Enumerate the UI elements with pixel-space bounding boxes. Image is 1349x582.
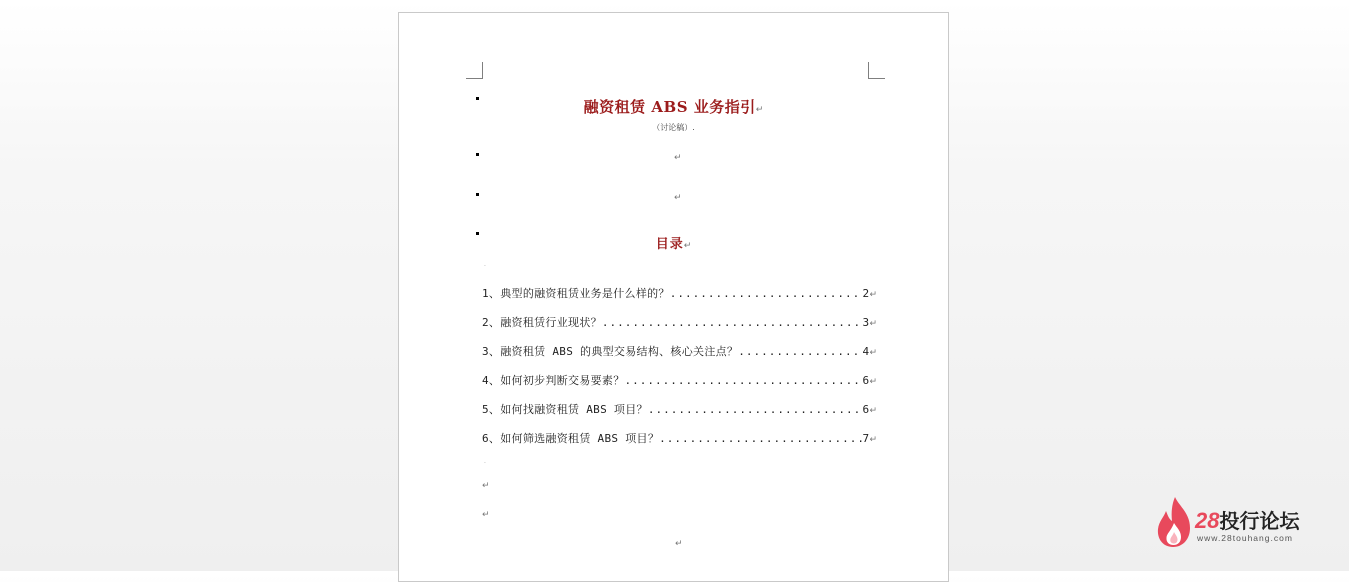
crop-mark-top-right	[868, 62, 885, 79]
toc-entry-page: 4	[862, 345, 870, 358]
toc-entry[interactable]	[482, 401, 877, 430]
toc-entry[interactable]	[482, 314, 877, 343]
logo-number: 28	[1195, 508, 1220, 533]
paragraph-mark: ↵	[674, 153, 682, 163]
toc-entry[interactable]	[482, 372, 877, 401]
toc-entry[interactable]	[482, 285, 877, 314]
toc-entry-title: 5、如何找融资租赁 ABS 项目？	[482, 403, 648, 416]
toc-entry-page: 2	[862, 287, 870, 300]
paragraph-mark: ↵	[674, 193, 682, 203]
document-subtitle	[399, 122, 948, 133]
toc-entry-page: 6	[862, 374, 870, 387]
paragraph-mark: ↵	[869, 435, 877, 445]
paragraph-mark: ↵	[482, 510, 490, 520]
toc-leader-dots	[670, 287, 862, 300]
outline-bullet	[476, 193, 479, 196]
paragraph-mark: ↵	[869, 377, 877, 387]
flame-icon	[1155, 496, 1193, 548]
toc-entry-page: 7	[862, 432, 870, 445]
toc-heading-text: 目录	[655, 237, 684, 252]
paragraph-mark: ↵	[683, 241, 692, 251]
anchor-mark: .	[484, 458, 486, 465]
document-page	[398, 12, 949, 582]
toc-leader-dots	[738, 345, 861, 358]
anchor-mark: .	[484, 261, 486, 268]
toc-heading	[399, 233, 948, 252]
toc-entry[interactable]	[482, 343, 877, 372]
toc-entry-title: 4、如何初步判断交易要素？	[482, 374, 625, 387]
paragraph-mark: ↵	[869, 406, 877, 416]
toc-leader-dots	[648, 403, 862, 416]
document-title	[399, 96, 948, 117]
paragraph-mark: ↵	[675, 539, 683, 549]
toc-entry-page: 6	[862, 403, 870, 416]
paragraph-mark: ↵	[482, 481, 490, 491]
toc-entry-title: 6、如何筛选融资租赁 ABS 项目？	[482, 432, 660, 445]
toc-list	[482, 285, 877, 459]
toc-entry-title: 1、典型的融资租赁业务是什么样的？	[482, 287, 670, 300]
anchor-mark: .	[692, 123, 695, 132]
paragraph-mark: ↵	[755, 105, 764, 115]
paragraph-mark: ↵	[869, 348, 877, 358]
crop-mark-top-left	[466, 62, 483, 79]
logo-text: 投行论坛	[1219, 509, 1300, 533]
toc-entry-title: 2、融资租赁行业现状？	[482, 316, 602, 329]
toc-entry-title: 3、融资租赁 ABS 的典型交易结构、核心关注点？	[482, 345, 739, 358]
document-subtitle-text: （讨论稿）	[652, 123, 693, 132]
toc-leader-dots	[602, 316, 862, 329]
paragraph-mark: ↵	[869, 290, 877, 300]
logo-wordmark	[1195, 505, 1299, 534]
document-title-text: 融资租赁 ABS 业务指引	[583, 98, 756, 116]
toc-leader-dots	[659, 432, 861, 445]
paragraph-mark: ↵	[869, 319, 877, 329]
toc-entry[interactable]	[482, 430, 877, 459]
watermark-logo	[1155, 496, 1325, 548]
toc-leader-dots	[625, 374, 862, 387]
outline-bullet	[476, 153, 479, 156]
toc-entry-page: 3	[862, 316, 870, 329]
logo-url: www.28touhang.com	[1197, 533, 1293, 543]
